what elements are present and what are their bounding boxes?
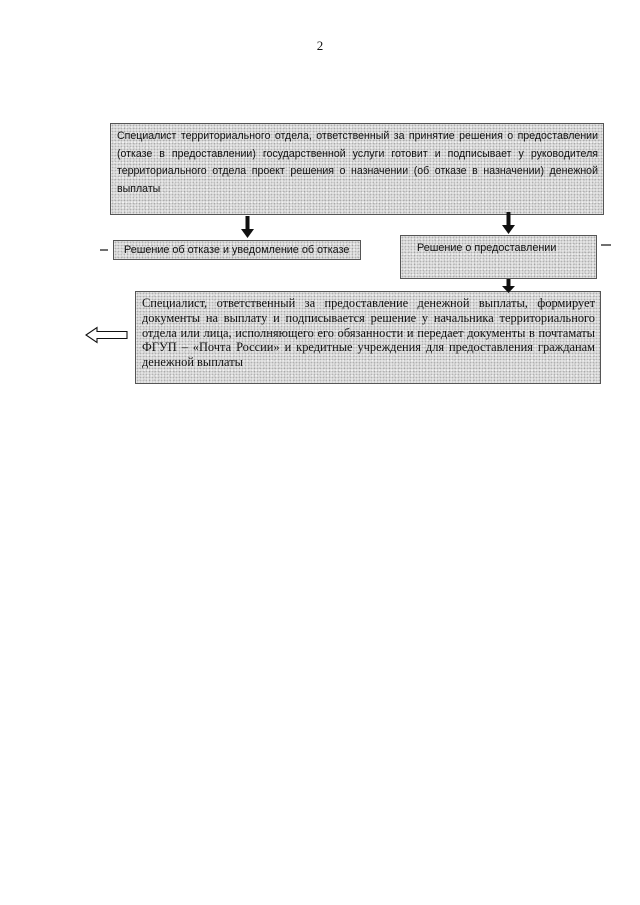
flowchart-step-payment: Специалист, ответственный за предоставление денежной выплаты, формирует документы на выплату и подписывается решение у начальника территориального отдела или лица, исполняющего его обязанности и передает документы в почтаматы ФГУП – «Почта России» и кредитные учреждения для предоставления гражданам денежной выплаты <box>135 291 601 384</box>
arrow-down-to-refusal-icon <box>241 216 254 238</box>
flowchart-step-refusal: Решение об отказе и уведомление об отказе <box>113 240 361 260</box>
flowchart-step-grant: Решение о предоставлении <box>400 235 597 279</box>
arrow-down-to-payment-icon <box>502 279 515 293</box>
page-number: 2 <box>316 38 324 53</box>
arrow-left-outline-icon <box>86 328 127 343</box>
flowchart-step-specialist-decision: Специалист территориального отдела, ответственный за принятие решения о предоставлении (отказе в предоставлении) государственной услуги готовит и подписывает у руководителя территориального отдела проект решения о назначении (об отказе в назначении) денежной выплаты <box>110 123 604 215</box>
arrow-down-to-grant-icon <box>502 212 515 234</box>
